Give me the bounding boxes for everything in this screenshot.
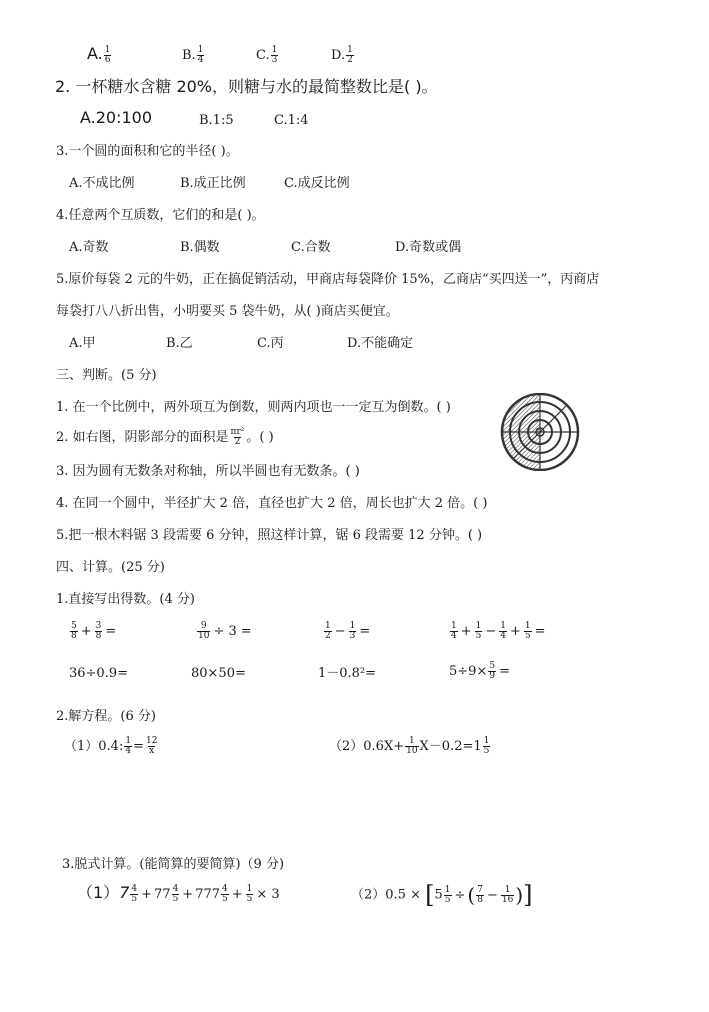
expr-8: 5÷9× $\frac{5}{9}$ = (449, 661, 510, 681)
q1-option-c: C. $\frac{1}{3}$ (256, 45, 278, 65)
calc-2: （2）0.5 × [5 $\frac{1}{5}$ ÷ ( $\frac{7}{8}$ − $\frac{1}{16}$ )] (351, 881, 533, 909)
section4-title: 四、计算。(25 分) (56, 560, 165, 575)
equation-2: （2）0.6X+ $\frac{1}{10}$ X－0.2=1 $\frac{1}{5}$ (329, 736, 490, 756)
judge-4: 4. 在同一个圆中，半径扩大 2 倍，直径也扩大 2 倍，周长也扩大 2 倍。( ) (56, 496, 488, 511)
q4-option-d: D.奇数或偶 (395, 240, 462, 255)
section3-title: 三、判断。(5 分) (56, 368, 157, 383)
q5-line2: 每袋打八八折出售，小明要买 5 袋牛奶，从( )商店买便宜。 (56, 304, 399, 319)
judge-2: 2. 如右图，阴影部分的面积是 $\frac{\text{πr²}}{2}$ 。( ) (56, 427, 274, 447)
expr-5: 36÷0.9= (69, 666, 129, 681)
expr-3: $\frac{1}{2}$ − $\frac{1}{3}$ = (325, 621, 371, 641)
judge-3: 3. 因为圆有无数条对称轴，所以半圆也有无数条。( ) (56, 464, 360, 479)
expr-2: $\frac{9}{10}$ ÷ 3 = (198, 621, 252, 641)
q2-text: 2. 一杯糖水含糖 20%，则糖与水的最简整数比是( )。 (55, 77, 438, 96)
q1-option-d: D. $\frac{1}{2}$ (331, 45, 353, 65)
q1-option-b: B. $\frac{1}{4}$ (182, 45, 204, 65)
equation-1: （1）0.4: $\frac{1}{4}$ = $\frac{12}{x}$ (64, 736, 158, 756)
q5-line1: 5.原价每袋 2 元的牛奶，正在搞促销活动，甲商店每袋降价 15%，乙商店“买四送一”，丙商店 (56, 272, 600, 287)
q5-option-d: D.不能确定 (347, 336, 414, 351)
right-paren: ) (515, 883, 524, 907)
q4-option-a: A.奇数 (69, 240, 109, 255)
q2-option-b: B.1:5 (199, 113, 234, 128)
left-paren: ( (467, 883, 476, 907)
q5-option-b: B.乙 (166, 336, 193, 351)
q2-option-c: C.1:4 (274, 113, 309, 128)
q5-option-a: A.甲 (69, 336, 96, 351)
sub1-title: 1.直接写出得数。(4 分) (56, 592, 195, 607)
q3-option-a: A.不成比例 (69, 176, 135, 191)
q4-option-c: C.合数 (291, 240, 331, 255)
q4-option-b: B.偶数 (180, 240, 220, 255)
concentric-circles-figure (498, 393, 582, 471)
q2-option-a: A.20:100 (80, 108, 153, 127)
right-bracket: ] (523, 881, 533, 909)
judge-5: 5.把一根木料锯 3 段需要 6 分钟，照这样计算，锯 6 段需要 12 分钟。( ) (56, 528, 483, 543)
judge-1: 1. 在一个比例中，两外项互为倒数，则两内项也一一定互为倒数。( ) (56, 400, 451, 415)
q4-text: 4.任意两个互质数，它们的和是( )。 (56, 208, 265, 223)
calc-1: （1）7 $\frac{4}{5}$ + 77 $\frac{4}{5}$ + 777 $\frac{4}{5}$ + $\frac{1}{5}$ × 3 (77, 883, 280, 904)
q3-option-c: C.成反比例 (284, 176, 350, 191)
left-bracket: [ (425, 881, 435, 909)
q1-option-a: A. $\frac{1}{6}$ (87, 44, 111, 65)
q3-text: 3.一个圆的面积和它的半径( )。 (56, 144, 239, 159)
expr-1: $\frac{5}{8}$ + $\frac{3}{8}$ = (71, 621, 117, 641)
sub3-title: 3.脱式计算。(能简算的要简算)（9 分) (62, 857, 285, 872)
expr-6: 80×50= (191, 666, 246, 681)
expr-7: 1－0.8²= (318, 666, 377, 681)
q3-option-b: B.成正比例 (180, 176, 246, 191)
expr-4: $\frac{1}{4}$ + $\frac{1}{5}$ − $\frac{1}{4}$ + $\frac{1}{5}$ = (451, 621, 546, 641)
q5-option-c: C.丙 (257, 336, 284, 351)
sub2-title: 2.解方程。(6 分) (56, 709, 156, 724)
